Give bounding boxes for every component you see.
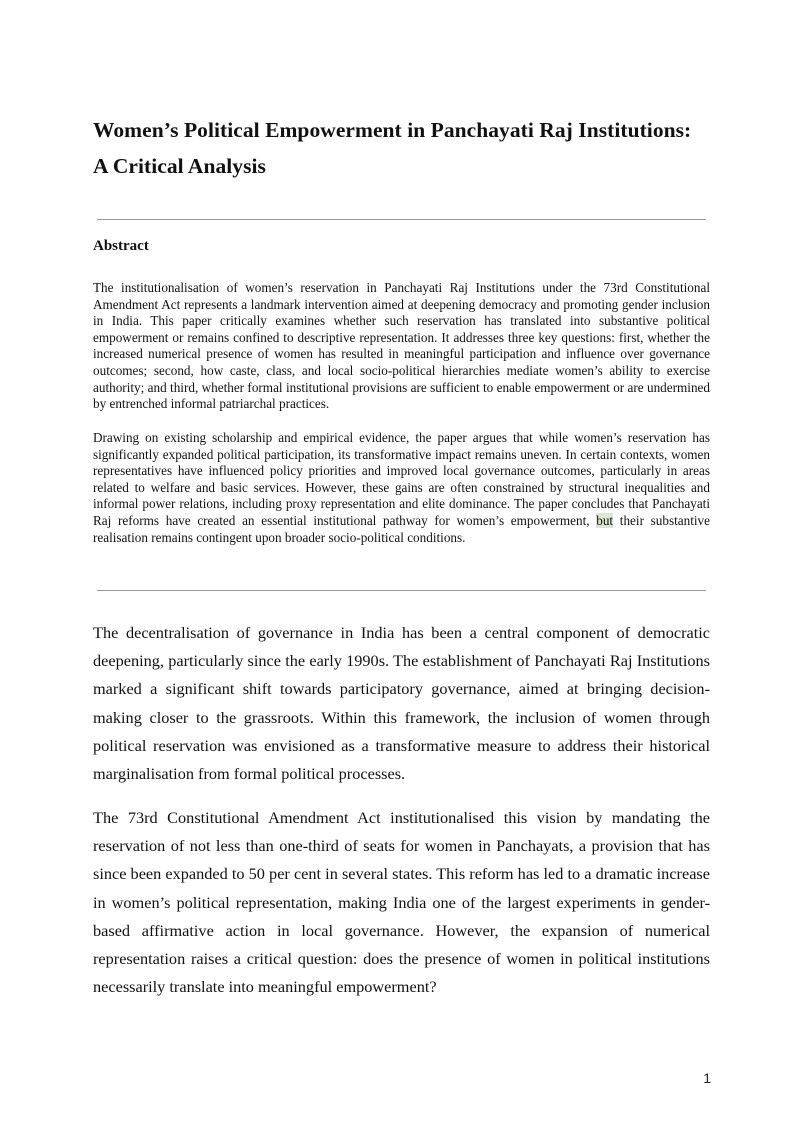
top-divider: [97, 219, 706, 220]
abstract-p2-text-before: Drawing on existing scholarship and empirical evidence, the paper argues that while women’s reservation has significantly expanded political participation, its transformative impact remains uneven. In certain contexts, women representatives have influenced policy priorities and improved local governance outcomes, particularly in areas related to welfare and basic services. However, these gains are often constrained by structural inequalities and informal power relations, including proxy representation and elite dominance. The paper concludes that Panchayati Raj reforms have created an essential institutional pathway for women’s empowerment,: [93, 430, 710, 528]
paper-title: [93, 112, 718, 184]
title-line-1: Women’s Political Empowerment in Panchayati Raj Institutions:: [93, 118, 692, 142]
abstract-heading: Abstract: [93, 238, 149, 254]
title-line-2: A Critical Analysis: [93, 154, 266, 178]
abstract-paragraph-1: The institutionalisation of women’s reservation in Panchayati Raj Institutions under the 73rd Constitutional Amendment Act represents a landmark intervention aimed at deepening democracy and promoting gender inclusion in India. This paper critically examines whether such reservation has translated into substantive political empowerment or remains confined to descriptive representation. It addresses three key questions: first, whether the increased numerical presence of women has resulted in meaningful participation and influence over governance outcomes; second, how caste, class, and local socio-political hierarchies mediate women’s ability to exercise authority; and third, whether formal institutional provisions are sufficient to enable empowerment or are undermined by entrenched informal patriarchal practices.: [93, 280, 710, 412]
bottom-divider: [97, 590, 706, 591]
highlighted-word: but: [596, 512, 614, 528]
body-paragraph-1: The decentralisation of governance in India has been a central component of democratic deepening, particularly since the early 1990s. The establishment of Panchayati Raj Institutions marked a significant shift towards participatory governance, aimed at bringing decision-making closer to the grassroots. Within this framework, the inclusion of women through political reservation was envisioned as a transformative measure to address their historical marginalisation from formal political processes.: [93, 623, 710, 784]
page-number: 1: [703, 1070, 711, 1086]
abstract-paragraph-2: [93, 430, 710, 546]
body-paragraph-2: The 73rd Constitutional Amendment Act institutionalised this vision by mandating the reservation of not less than one-third of seats for women in Panchayats, a provision that has since been expanded to 50 per cent in several states. This reform has led to a dramatic increase in women’s political representation, making India one of the largest experiments in gender-based affirmative action in local governance. However, the expansion of numerical representation raises a critical question: does the presence of women in political institutions necessarily translate into meaningful empowerment?: [93, 808, 710, 997]
abstract-p2-text-after: their substantive realisation remains contingent upon broader socio-political conditions.: [93, 512, 710, 545]
